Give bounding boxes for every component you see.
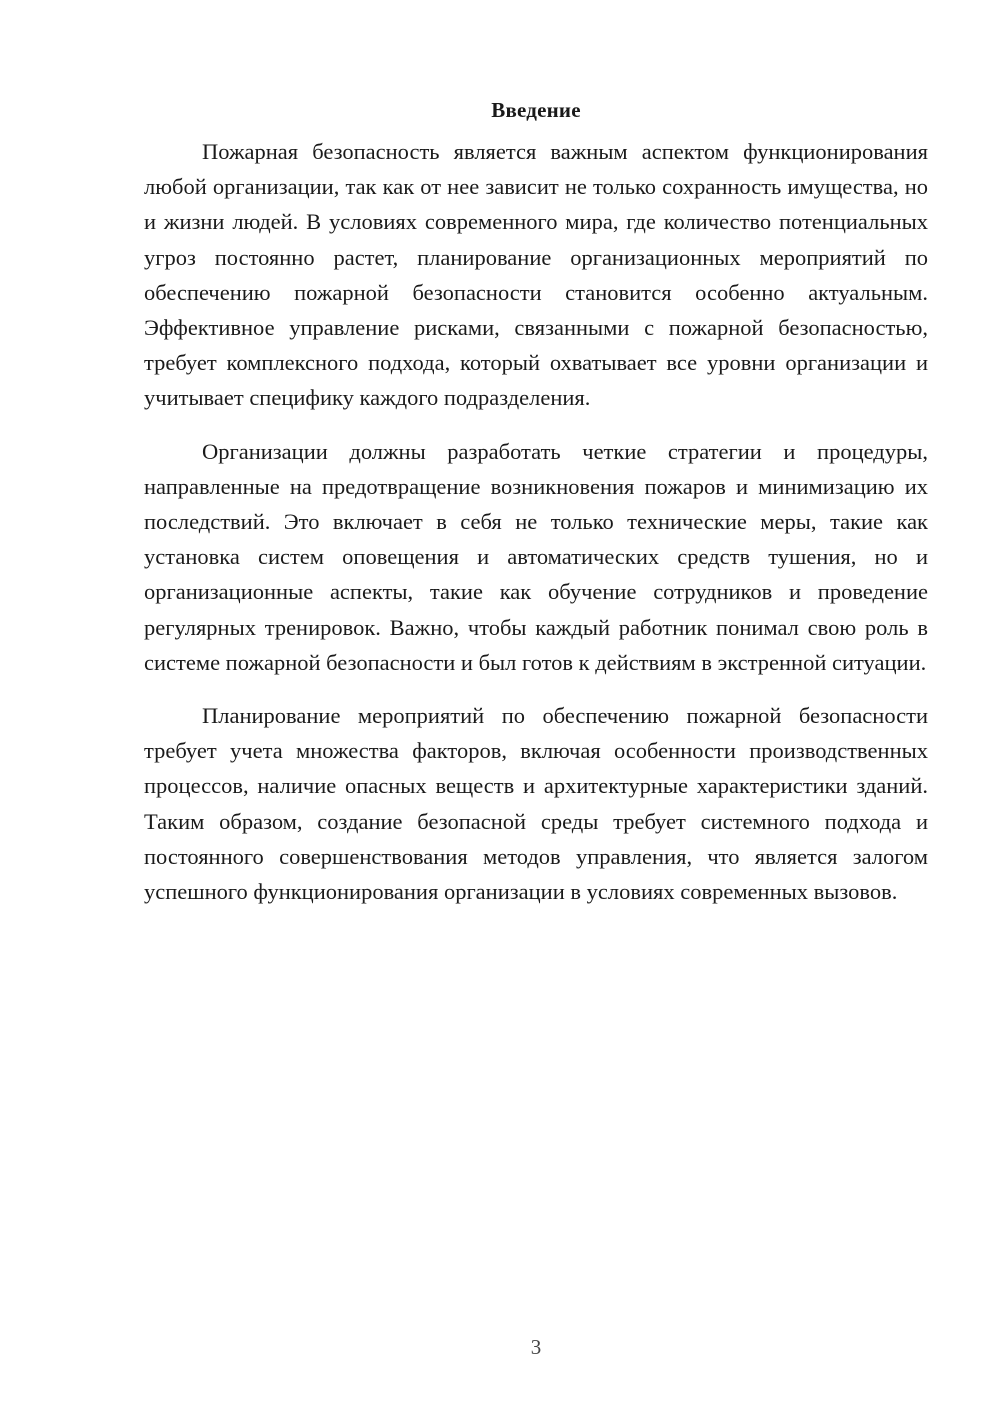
- paragraph-3: Планирование мероприятий по обеспечению пожарной безопасности требует учета множества факторов, включая особенности производственных процессов, наличие опасных веществ и архитектурные характеристики зданий. Таким образом, создание безопасной среды требует системного подхода и постоянного совершенствования методов управления, что является залогом успешного функционирования организации в условиях современных вызовов.: [144, 703, 928, 905]
- paragraph-1: Пожарная безопасность является важным аспектом функционирования любой организации, так как от нее зависит не только сохранность имущества, но и жизни людей. В условиях современного мира, где количество потенциальных угроз постоянно растет, планирование организационных мероприятий по обеспечению пожарной безопасности становится особенно актуальным. Эффективное управление рисками, связанными с пожарной безопасностью, требует комплексного подхода, который охватывает все уровни организации и учитывает специфику каждого подразделения.: [144, 139, 928, 411]
- page-content: [144, 96, 928, 927]
- page-number: 3: [530, 1335, 542, 1359]
- section-title: Введение: [491, 98, 581, 122]
- paragraph-2: Организации должны разработать четкие стратегии и процедуры, направленные на предотвращение возникновения пожаров и минимизацию их последствий. Это включает в себя не только технические меры, такие как установка систем оповещения и автоматических средств тушения, но и организационные аспекты, такие как обучение сотрудников и проведение регулярных тренировок. Важно, чтобы каждый работник понимал свою роль в системе пожарной безопасности и был готов к действиям в экстренной ситуации.: [144, 438, 928, 675]
